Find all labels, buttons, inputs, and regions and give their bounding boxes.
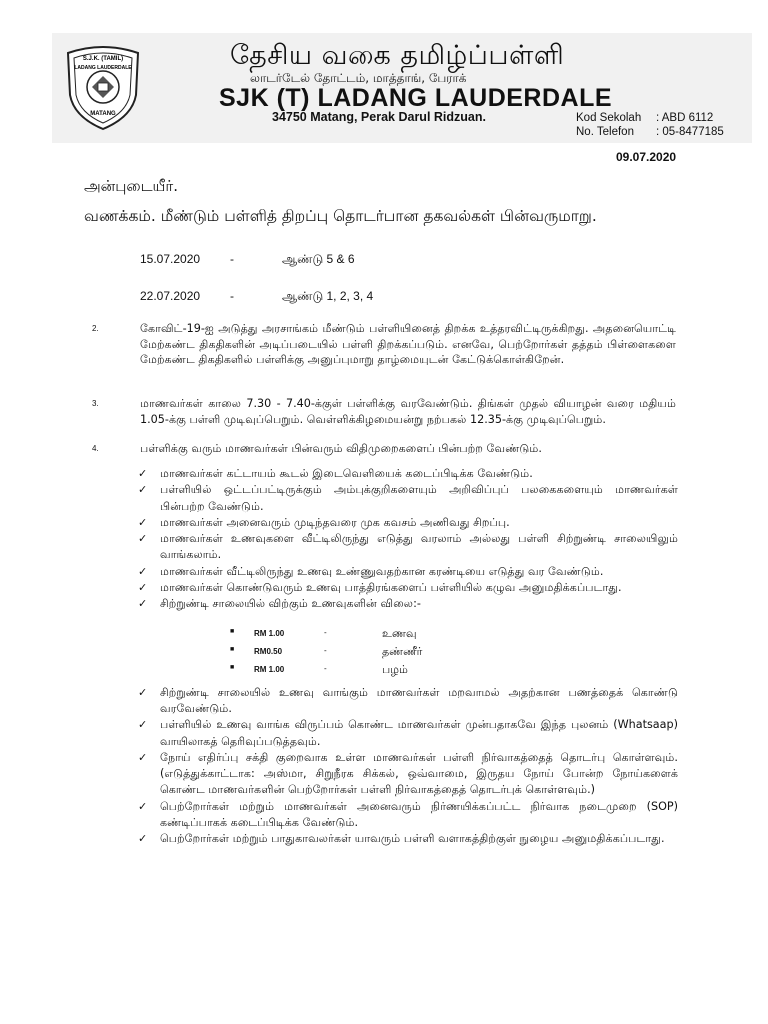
check-icon: ✓ — [138, 564, 148, 578]
rule-text: மாணவர்கள் கொண்டுவரும் உணவு பாத்திரங்களைப் பள்ளியில் கழுவ அனுமதிக்கப்படாது. — [160, 581, 622, 595]
price-row — [138, 645, 678, 663]
rule-text: பெற்றோர்கள் மற்றும் பாதுகாவலர்கள் யாவரும் பள்ளி வளாகத்திற்குள் நுழைய அனுமதிக்கப்படாது. — [160, 832, 665, 846]
contact-value: : 05-8477185 — [656, 126, 724, 138]
rules-list — [138, 466, 678, 848]
check-icon: ✓ — [138, 685, 148, 699]
price-amount: RM0.50 — [254, 646, 283, 656]
paragraph-number: 4. — [92, 444, 99, 453]
list-item — [138, 596, 678, 612]
svg-text:S.J.K. (TAMIL): S.J.K. (TAMIL) — [82, 56, 124, 62]
rule-text: பெற்றோர்கள் மற்றும் மாணவர்கள் அனைவரும் நிர்ணயிக்கப்பட்ட நிர்வாக நடைமுறை (SOP) கண்டிப்பாகக் கடைப்பிடிக்க வேண்டும். — [160, 799, 678, 830]
list-item — [138, 482, 678, 515]
price-item: பழம் — [382, 662, 408, 676]
schedule-dash: - — [230, 252, 234, 266]
contact-label: No. Telefon — [576, 126, 634, 138]
check-icon: ✓ — [138, 515, 148, 529]
price-separator: - — [324, 663, 327, 673]
rule-text: மாணவர்கள் வீட்டிலிருந்து உணவு உண்ணுவதற்கான கரண்டியை எடுத்து வர வேண்டும். — [160, 564, 604, 578]
schedule-years: ஆண்டு 5 & 6 — [282, 252, 355, 266]
price-amount: RM 1.00 — [254, 628, 285, 638]
rule-text: சிற்றுண்டி சாலையில் உணவு வாங்கும் மாணவர்கள் மறவாமல் அதற்கான பணத்தைக் கொண்டு வரவேண்டும். — [160, 685, 678, 715]
list-item — [138, 564, 678, 580]
schedule-dash: - — [230, 289, 234, 303]
list-item — [138, 466, 678, 482]
check-icon: ✓ — [138, 581, 148, 595]
check-icon: ✓ — [138, 718, 148, 732]
price-item: தண்ணீர் — [382, 644, 423, 658]
check-icon: ✓ — [138, 467, 148, 480]
letter-date: 09.07.2020 — [616, 150, 677, 164]
school-subtitle-tamil: லாடர்டேல் தோட்டம், மாத்தாங், பேராக் — [250, 71, 467, 85]
school-name-english: SJK (T) LADANG LAUDERDALE — [219, 84, 613, 112]
price-list — [138, 627, 678, 681]
check-icon: ✓ — [138, 483, 148, 497]
check-icon: ✓ — [138, 799, 148, 813]
svg-text:MATANG: MATANG — [90, 111, 116, 117]
paragraph-number: 2. — [92, 324, 99, 333]
list-item — [138, 750, 678, 799]
price-amount: RM 1.00 — [254, 664, 285, 674]
paragraph-number: 3. — [92, 399, 99, 408]
check-icon: ✓ — [138, 832, 148, 846]
paragraph-text: பள்ளிக்கு வரும் மாணவர்கள் பின்வரும் விதிமுறைகளைப் பின்பற்ற வேண்டும். — [140, 442, 542, 455]
school-name-tamil: தேசிய வகை தமிழ்ப்பள்ளி — [230, 40, 565, 71]
contact-value: : ABD 6112 — [656, 112, 714, 124]
square-bullet-icon: ■ — [230, 663, 235, 671]
list-item — [138, 717, 678, 750]
check-icon: ✓ — [138, 750, 148, 764]
svg-text:LADANG LAUDERDALE: LADANG LAUDERDALE — [74, 65, 132, 71]
list-item — [138, 799, 678, 832]
schedule-date: 15.07.2020 — [140, 252, 201, 266]
paragraph-text: மாணவர்கள் காலை 7.30 - 7.40-க்குள் பள்ளிக்கு வரவேண்டும். திங்கள் முதல் வியாழன் வரை மதியம் 1.05-க்கு பள்ளி முடிவுப்பெறும். வெள்ளிக்கிழமையன்று நற்பகல் 12.35-க்கு முடிவுப்பெறும். — [140, 397, 676, 426]
price-row — [138, 663, 678, 681]
greeting: அன்புடையீர். — [84, 177, 178, 195]
rule-text: சிற்றுண்டி சாலையில் விற்கும் உணவுகளின் விலை:- — [160, 597, 421, 611]
square-bullet-icon: ■ — [230, 645, 235, 653]
rule-text: மாணவர்கள் அனைவரும் முடிந்தவரை முக கவசம் அணிவது சிறப்பு. — [160, 515, 510, 529]
rule-text: பள்ளியில் உணவு வாங்க விருப்பம் கொண்ட மாணவர்கள் முன்பதாகவே இந்த புலனம் (Whatsaap) வாயிலாகத் தெரிவுப்படுத்தவும். — [160, 718, 678, 748]
price-item: உணவு — [382, 626, 417, 640]
paragraph-2 — [92, 321, 676, 368]
list-item — [138, 831, 678, 847]
school-address: 34750 Matang, Perak Darul Ridzuan. — [272, 110, 486, 124]
list-item — [138, 515, 678, 531]
rule-text: மாணவர்கள் உணவுகளை வீட்டிலிருந்து எடுத்து வரலாம் அல்லது பள்ளி சிற்றுண்டி சாலையிலும் வாங்கலாம். — [160, 532, 678, 562]
rule-text: மாணவர்கள் கட்டாயம் கூடல் இடைவெளியைக் கடைப்பிடிக்க வேண்டும். — [160, 467, 533, 480]
school-contact — [576, 111, 724, 139]
schedule-date: 22.07.2020 — [140, 289, 201, 303]
contact-label: Kod Sekolah — [576, 112, 642, 124]
rule-text: நோய் எதிர்ப்பு சக்தி குறைவாக உள்ள மாணவர்கள் பள்ளி நிர்வாகத்தைத் தொடர்பு கொள்ளவும். (எடுத்துக்காட்டாக: அஸ்மா, சிறுநீரக சிக்கல், ஒவ்வாமை, இருதய நோய் போன்ற நோய்களைக் கொண்ட மாணவர்களின் பெற்றோர்கள் பள்ளி நிர்வாகத்தைத் தொடர்புக் கொள்ளவும்.) — [160, 750, 678, 797]
list-item — [138, 685, 678, 718]
paragraph-3 — [92, 396, 676, 427]
paragraph-4 — [92, 441, 676, 457]
check-icon: ✓ — [138, 532, 148, 546]
schedule-years: ஆண்டு 1, 2, 3, 4 — [282, 289, 374, 303]
contact-row-code — [576, 111, 724, 125]
school-crest-logo — [62, 43, 144, 131]
square-bullet-icon: ■ — [230, 627, 235, 635]
intro-line: வணக்கம். மீண்டும் பள்ளித் திறப்பு தொடர்பான தகவல்கள் பின்வருமாறு. — [84, 207, 597, 225]
paragraph-text: கோவிட்-19-ஐ அடுத்து அரசாங்கம் மீண்டும் பள்ளியினைத் திறக்க உத்தரவிட்டிருக்கிறது. அதனையொட்டி மேற்கண்ட திகதிகளின் அடிப்படையில் பள்ளி திறக்கப்படும். எனவே, பெற்றோர்கள் தத்தம் பிள்ளைகளை மேற்கண்ட திகதிகளில் பள்ளிக்கு அனுப்புமாறு தாழ்மையுடன் கேட்டுக்கொள்கிறேன். — [140, 322, 676, 366]
contact-row-phone — [576, 125, 724, 139]
list-item — [138, 580, 678, 596]
rule-text: பள்ளியில் ஒட்டப்பட்டிருக்கும் அம்புக்குறிகளையும் அறிவிப்புப் பலகைகளையும் மாணவர்கள் பின்பற்ற வேண்டும். — [160, 483, 678, 513]
price-separator: - — [324, 645, 327, 655]
price-row — [138, 627, 678, 645]
price-separator: - — [324, 627, 327, 637]
list-item — [138, 531, 678, 564]
check-icon: ✓ — [138, 597, 148, 611]
